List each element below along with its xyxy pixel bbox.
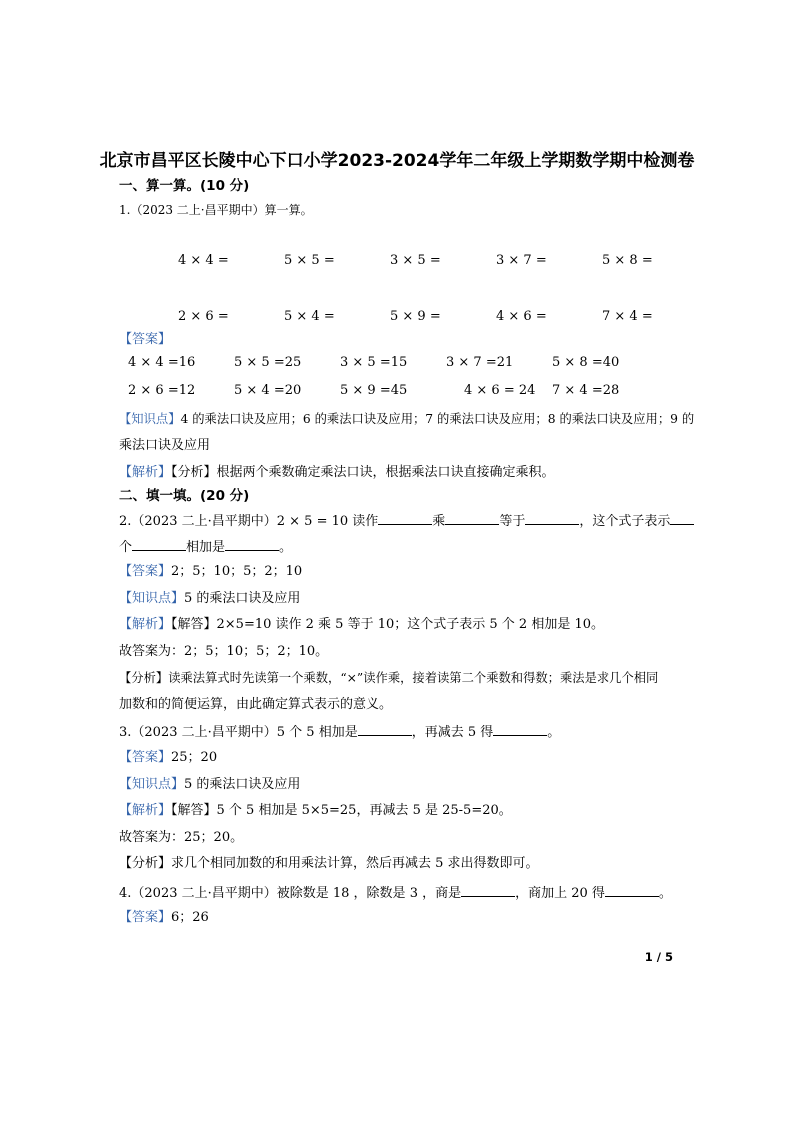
q2-text: 等于 [499,514,526,529]
answer-tag: 【答案】 [119,564,172,579]
answer-expression: 2 × 6 =12 [128,383,196,398]
knowledge-text: 5 的乘法口诀及应用 [184,777,301,792]
q2-knowledge [119,591,300,607]
answer-blank[interactable] [445,512,499,525]
page-title: 北京市昌平区长陵中心下口小学2023-2024学年二年级上学期数学期中检测卷 [99,151,695,171]
answer-blank[interactable] [670,512,694,525]
analysis-tag: 【解析】 [119,465,172,480]
q2-text: 。 [279,540,293,555]
knowledge-point [119,411,694,427]
q3-text: 3.（2023 二上·昌平期中）5 个 5 相加是 [119,725,358,740]
answer-blank[interactable] [378,512,432,525]
answer-expression: 3 × 5 =15 [340,355,408,370]
expression: 2 × 6 = [178,309,229,324]
answer-expression: 5 × 5 =25 [234,355,302,370]
q4-answer [119,910,209,926]
answer-blank[interactable] [461,884,515,897]
answer-tag: 【答案】 [119,332,172,347]
question-3-stem [119,723,560,741]
answer-blank[interactable] [525,512,579,525]
knowledge-text: 5 的乘法口诀及应用 [184,591,301,606]
answer-expression: 5 × 8 =40 [552,355,620,370]
q2-text: 个 [119,540,133,555]
q3-text: ，再减去 5 得 [411,725,494,740]
question-2-stem [119,512,694,530]
section-heading-2: 二、填一填。(20 分) [119,488,250,504]
q3-analysis-detail: 【分析】求几个相同加数的和用乘法计算，然后再减去 5 求出得数即可。 [119,856,539,871]
expression: 5 × 9 = [390,309,441,324]
expression: 5 × 5 = [284,253,335,268]
expression: 3 × 7 = [496,253,547,268]
answer-blank[interactable] [358,723,412,736]
answer-text: 2；5；10；5；2；10 [171,564,303,579]
q2-text: 乘 [432,514,446,529]
answer-expression: 5 × 9 =45 [340,383,408,398]
q3-answer [119,750,217,766]
expression: 7 × 4 = [602,309,653,324]
answer-text: 6；26 [171,910,209,925]
question-1-stem: 1.（2023 二上·昌平期中）算一算。 [119,203,313,217]
q2-analysis [119,617,604,633]
answer-expression: 7 × 4 =28 [552,383,620,398]
analysis-tag: 【解析】 [119,803,172,818]
q3-text: 。 [547,725,561,740]
section-heading-1: 一、算一算。(10 分) [119,178,250,194]
knowledge-text: 4 的乘法口诀及应用；6 的乘法口诀及应用；7 的乘法口诀及应用；8 的乘法口诀及应用；9 的 [180,412,695,426]
knowledge-point-cont: 乘法口诀及应用 [119,438,211,453]
q2-analysis-detail: 【分析】读乘法算式时先读第一个乘数，“×”读作乘，接着读第二个乘数和得数；乘法是求几个相同 [119,671,659,685]
q4-text: 4.（2023 二上·昌平期中）被除数是 18 ，除数是 3 ，商是 [119,886,462,901]
q3-knowledge [119,777,300,793]
expression: 4 × 6 = [496,309,547,324]
answer-blank[interactable] [605,884,659,897]
answer-tag: 【答案】 [119,910,172,925]
answer-blank[interactable] [132,538,186,551]
knowledge-tag: 【知识点】 [119,412,181,426]
answer-blank[interactable] [225,538,279,551]
analysis-text: 【解答】2×5=10 读作 2 乘 5 等于 10；这个式子表示 5 个 2 相加是 10。 [171,617,605,632]
q3-conclusion: 故答案为：25；20。 [119,830,244,845]
q2-analysis-detail-cont: 加数和的简便运算，由此确定算式表示的意义。 [119,697,393,712]
expression: 4 × 4 = [178,253,229,268]
expression: 5 × 4 = [284,309,335,324]
analysis-tag: 【解析】 [119,617,172,632]
page-number: 1 / 5 [644,950,673,964]
answer-tag: 【答案】 [119,750,172,765]
answer-expression: 4 × 4 =16 [128,355,196,370]
q4-text: 。 [658,886,672,901]
analysis-text: 【解答】5 个 5 相加是 5×5=25，再减去 5 是 25-5=20。 [171,803,512,818]
q4-text: ，商加上 20 得 [515,886,605,901]
q3-analysis [119,803,512,819]
knowledge-tag: 【知识点】 [119,777,185,792]
knowledge-tag: 【知识点】 [119,591,185,606]
question-4-stem [119,884,672,902]
question-2-stem-cont [119,538,292,556]
answer-expression: 4 × 6 = 24 [464,383,536,398]
answer-expression: 3 × 7 =21 [446,355,514,370]
expression: 5 × 8 = [602,253,653,268]
q2-conclusion: 故答案为：2；5；10；5；2；10。 [119,644,329,659]
answer-expression: 5 × 4 =20 [234,383,302,398]
answer-blank[interactable] [493,723,547,736]
q2-text: ，这个式子表示 [579,514,671,529]
expression: 3 × 5 = [390,253,441,268]
q2-text: 2.（2023 二上·昌平期中）2 × 5 = 10 读作 [119,514,379,529]
q2-answer [119,564,302,580]
analysis-text: 【分析】根据两个乘数确定乘法口诀，根据乘法口诀直接确定乘积。 [171,465,555,480]
analysis [119,465,555,481]
answer-text: 25；20 [171,750,218,765]
q2-text: 相加是 [186,540,226,555]
